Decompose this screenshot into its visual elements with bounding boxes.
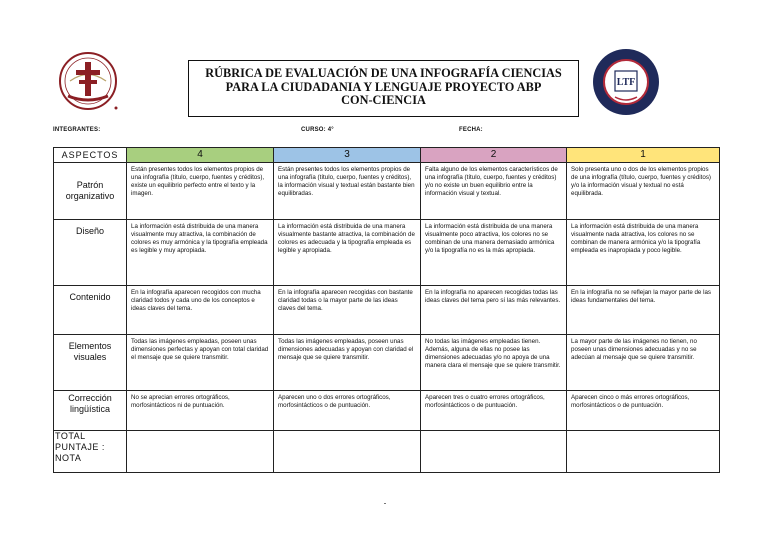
total-level-1-cell[interactable]: [567, 431, 720, 473]
level-3-cell: Aparecen uno o dos errores ortográficos, morfosintácticos o de puntuación.: [274, 391, 421, 431]
level-1-cell: En la infografía no se reflejan la mayor parte de las ideas fundamentales del tema.: [567, 286, 720, 335]
criterion-cell: Patrón organizativo: [54, 163, 127, 220]
level-1-header: 1: [567, 148, 720, 163]
level-4-cell: La información está distribuida de una manera visualmente muy atractiva, la combinación de colores es muy armónica y la tipografía empleada es legible y muy apropiada.: [127, 220, 274, 286]
level-2-cell: Falta alguno de los elementos característicos de una infografía (título, cuerpo, fuentes y créditos) y/o no existe un buen equilibrio entre la información visual y textual.: [421, 163, 567, 220]
table-row: [54, 335, 720, 391]
title-line-1: RÚBRICA DE EVALUACIÓN DE UNA INFOGRAFÍA CIENCIAS: [205, 66, 562, 80]
level-4-cell: Están presentes todos los elementos propios de una infografía (título, cuerpo, fuentes y créditos), existe un equilibrio perfecto entre el texto y la imagen.: [127, 163, 274, 220]
table-row: [54, 220, 720, 286]
level-1-cell: Solo presenta uno o dos de los elementos propios de una infografía (título, cuerpo, fuentes y créditos) y/o la información visual y textual no está equilibrada.: [567, 163, 720, 220]
level-2-cell: Aparecen tres o cuatro errores ortográficos, morfosintácticos o de puntuación.: [421, 391, 567, 431]
level-4-header: 4: [127, 148, 274, 163]
nota-label: NOTA: [55, 453, 82, 463]
level-2-cell: La información está distribuida de una manera visualmente poco atractiva, los colores no se combinan de una manera demasiado armónica y/o la tipografía no es la más apropiada.: [421, 220, 567, 286]
criterion-cell: Corrección lingüística: [54, 391, 127, 431]
level-1-cell: La información está distribuida de una manera visualmente nada atractiva, los colores no se combinan de manera armónica y/o la tipografía empleada es inapropiada y poco legible.: [567, 220, 720, 286]
total-level-2-cell[interactable]: [421, 431, 567, 473]
level-3-cell: Todas las imágenes empleadas, poseen unas dimensiones adecuadas y apoyan con claridad el mensaje que se quiere transmitir.: [274, 335, 421, 391]
level-3-cell: En la infografía aparecen recogidas con bastante claridad todas o la mayor parte de las ideas claves del tema.: [274, 286, 421, 335]
level-3-cell: Están presentes todos los elementos propios de una infografía (título, cuerpo, fuentes y créditos), la información visual y textual están bastante bien equilibradas.: [274, 163, 421, 220]
criterion-cell: Diseño: [54, 220, 127, 286]
criterion-cell: Contenido: [54, 286, 127, 335]
curso-label: CURSO: 4°: [301, 127, 334, 133]
level-2-cell: En la infografía no aparecen recogidas todas las ideas claves del tema pero sí las más relevantes.: [421, 286, 567, 335]
table-row: [54, 391, 720, 431]
criterion-cell: Elementos visuales: [54, 335, 127, 391]
total-row: [54, 431, 720, 473]
total-level-3-cell[interactable]: [274, 431, 421, 473]
aspectos-header: ASPECTOS: [54, 148, 127, 163]
fundacion-magisterio-logo: [54, 50, 122, 112]
level-2-cell: No todas las imágenes empleadas tienen. Además, alguna de ellas no posee las dimensiones adecuadas y/o no apoya de una manera clara el mensaje que se quiere transmitir.: [421, 335, 567, 391]
rubric-header-row: [54, 148, 720, 163]
fecha-label: FECHA:: [459, 127, 483, 133]
table-row: [54, 163, 720, 220]
integrantes-label: INTEGRANTES:: [53, 127, 101, 133]
table-row: [54, 286, 720, 335]
level-4-cell: No se aprecian errores ortográficos, morfosintácticos ni de puntuación.: [127, 391, 274, 431]
level-2-header: 2: [421, 148, 567, 163]
rubric-table: [53, 147, 720, 473]
page-mark: [384, 503, 386, 504]
logo-mark-text: LTF: [616, 77, 636, 88]
level-4-cell: Todas las imágenes empleadas, poseen unas dimensiones perfectas y apoyan con total claridad el mensaje que se quiere transmitir.: [127, 335, 274, 391]
total-level-4-cell[interactable]: [127, 431, 274, 473]
puntaje-label: PUNTAJE :: [55, 442, 105, 452]
level-4-cell: En la infografía aparecen recogidos con mucha claridad todos y cada uno de los conceptos e ideas claves del tema.: [127, 286, 274, 335]
level-3-cell: La información está distribuida de una manera visualmente bastante atractiva, la combinación de colores es adecuada y la tipografía empleada es legible y apropiada.: [274, 220, 421, 286]
level-3-header: 3: [274, 148, 421, 163]
level-1-cell: La mayor parte de las imágenes no tienen, no poseen unas dimensiones adecuadas y no se adecúan al mensaje que se quiere transmitir.: [567, 335, 720, 391]
liceo-tecnico-femenino-logo: [591, 47, 661, 117]
level-1-cell: Aparecen cinco o más errores ortográficos, morfosintácticos o de puntuación.: [567, 391, 720, 431]
title-line-3: CON-CIENCIA: [341, 93, 426, 107]
total-label: TOTAL: [55, 431, 86, 441]
total-label-cell: [54, 431, 127, 473]
title-line-2: PARA LA CIUDADANIA Y LENGUAJE PROYECTO ABP: [225, 79, 542, 94]
rubric-title: [188, 60, 579, 117]
